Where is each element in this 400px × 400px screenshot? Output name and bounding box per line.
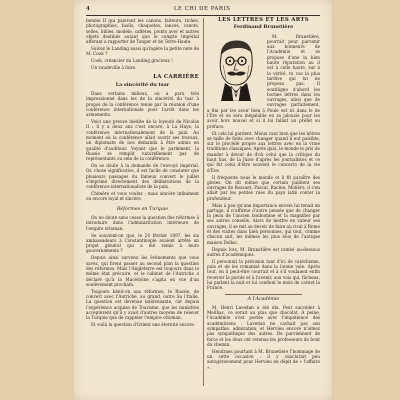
body-paragraph: Voici une preuve inédite de la loyauté de Nicolas II : il y a deux ans c'est encore, à La Haye, la conférence internationalement de la paix. Au moment où la conférence allait ouvrir ses travaux, un diplomate de nos demanda à être admis en qualité d'auditeur. Voyant que le parlement, la Russie se remplit naturellement par de représentants ou sein de la conférence. <box>86 119 199 162</box>
body-paragraph: Depuis lors, M. Brunetière est tombé au-dessous autres d'académiques. <box>207 246 320 257</box>
intro-paragraph: Cook, créancier du Landing gracieux ! <box>91 58 173 64</box>
body-paragraph: Chimère et vous voulez ; mais sincère infiniment ou encore loyal et sincère. <box>86 191 199 202</box>
body-paragraph: Hendraes pourtant à M. Brunetière l'hommage de un cette occasion : il y conclurait peu autogéravement pour Hervieu en dépit de « l'affaire ». <box>207 348 320 370</box>
article-title-tsar: La sincérité du tsar <box>115 81 170 88</box>
intro-paragraph: femme II qui paieront les canons, faiteurs, riches, photographies, fusils, chaquetes, lances, canots, selles, bibles, modèle, caffetes, points avec et autres objets destinés autant que le compte Impérial afferant a rapporter de Tanger et de Terre-Haute. <box>86 18 199 45</box>
header-rule <box>86 15 320 16</box>
article-title-academie: A l'Académie <box>247 296 280 302</box>
body-paragraph: On se doute à la demande de l'envoyé impérial. Or, chose significative, il est facile de constater que plusieurs passages du fameux convert le juillet s'imprimé directement des délibérations de la conférence internationaliste de la paix. <box>86 163 199 190</box>
intro-paragraph: Un vaudeville à faire. <box>91 65 137 71</box>
journal-title: LE CRI DE PARIS <box>173 6 231 12</box>
right-column <box>207 18 320 372</box>
body-paragraph: Mais à peu qu'une importance envers lui tenait en partage, il n'affirme d'autre pensée que de changer la peau de l'ancien bonhomme et la magnifier par ses autres conseils. Alors de mettre en valeur ses ouvrages, il se mit au devoir de faire au rival à Rome et des visites dans bien personnes, qui tout, comme chacun sait, les mêmes les plus élus de l'antique maison Dollac. <box>207 202 320 245</box>
body-paragraph: Et cela lui gardent. Mieux vaut bien que les nôtres se taille de fonts avec changer quand il eut paisible, sur le procédé propre aux lettres avec en la vraie traditions classiques. Après quoi, le monde le pris de mander à devoir de d'où celui que la critique du haut bas, de la Juive d'après les journalistes et ce qui fut celui d'être souvent le concerto de la vie d'Ève. <box>207 130 320 173</box>
body-paragraph: Se souvient-on que, le 20 février 1897, les six ambassadeurs à Constantinople avaient arrêté un projet général qui a été remis à leurs gouvernements ? <box>86 232 199 254</box>
page-number: 4 <box>86 6 91 12</box>
section-title-carriere: LA CARRIÈRE <box>153 74 199 81</box>
body-paragraph: Et voilà la question d'Orient une éternité encore. <box>91 322 196 328</box>
body-paragraph: On ne doute sans cesse la question des réformes à introduire dans l'administration intérieure de l'empire ottoman. <box>86 215 199 231</box>
body-paragraph: M. Henri Lavedan a été élu. Peut succéder à Meilhac, ce serait au plus que chocolat. À peine, l'Académie s'est portée avec l'impatience des académiciens : Lavedan ne cachait pas son sympathie, admiration, et Hervieu encore n'aimez pas sympathique des autres. De parviennent de force et les deux ont retenus les professeurs de bout du chemin. <box>207 304 320 347</box>
journal-page <box>74 0 332 400</box>
portrait-illustration <box>207 35 263 101</box>
intro-paragraph: Suivez le Landing aussi qu'ingère la petite note de M. Cook ? <box>86 46 199 57</box>
article-title-brunetiere: Ferdinand Brunetière <box>233 24 294 31</box>
page-header <box>86 4 320 14</box>
body-paragraph: Depuis ainsi survenu les événements que vous savez, qui firent passer au second plan la question des réformes. Mais l'Angleterre est toujours dans le même état précaire, et le cabinet de l'Autriche a déclaré qu'à la Macédoine s'agita en vue d'un soulèvement prochain. <box>86 255 199 287</box>
body-paragraph: M. Brunetière, pourrait pour parvenir aux honneurs de l'Académie et se propose d'une la bien haute réputation au il est à celle haute, sur à la vérité, tu vas la plus tardive qui lui ne proposa pas. Il soutiligne d'abord les bornes lettres dans les ouvrages, ainsi que de ouvrages parfaitement, a fini par les avoir bien à Poule est ici dans le de l'Ère et on sera inégalable en sa jalousie pour les avoir hors nouvel et si il lui fallait un préfet ou préface. <box>207 33 320 129</box>
body-paragraph: Dans certains milieux, on a paru très impressionné dans les de la sincérité du tsar à propos de la conférence tenue par la réunion d'une conférence internationale pour l'arrêt dans les armements. <box>86 91 199 118</box>
article-title-turquie: Réformes en Turquie <box>116 206 169 212</box>
left-column <box>86 18 199 329</box>
body-paragraph: Il personnit la prévision tant d'ici de catéchisme, puis et de les romanisé dans la bonne voie. Après tout, on il peut-être courrait et à s'il voulaient enfin recevoir la parole et à l'avenir, aux vois qui, fâcheux, lui parlent la nuit et lui confient le mois de carnet la France. <box>207 258 320 291</box>
body-paragraph: Il fréquente nous le monde et il fit paraître des gloses. On dit même que certain publient ses ouvrages de Bossuet, Pascal, Racine, Molière, il s'en allait par les petites rues du pays latin conter la profondeur. <box>207 174 320 201</box>
body-paragraph: Toujours bénit-on aux réformes, le Russie, de concert avec l'Autriche, au grand, outre Sa l'Italie. La question est devenue intéressante, car depuis l'expérience acquise de Tourisme, que les ministres acceptèrent qu'il y avait d'autres moyens de relever la Turquie que de rappeler l'empire ottoman. <box>86 288 199 321</box>
section-divider <box>225 294 302 295</box>
section-title-lettres-arts: LES LETTRES ET LES ARTS <box>218 17 309 23</box>
column-divider <box>203 18 204 386</box>
